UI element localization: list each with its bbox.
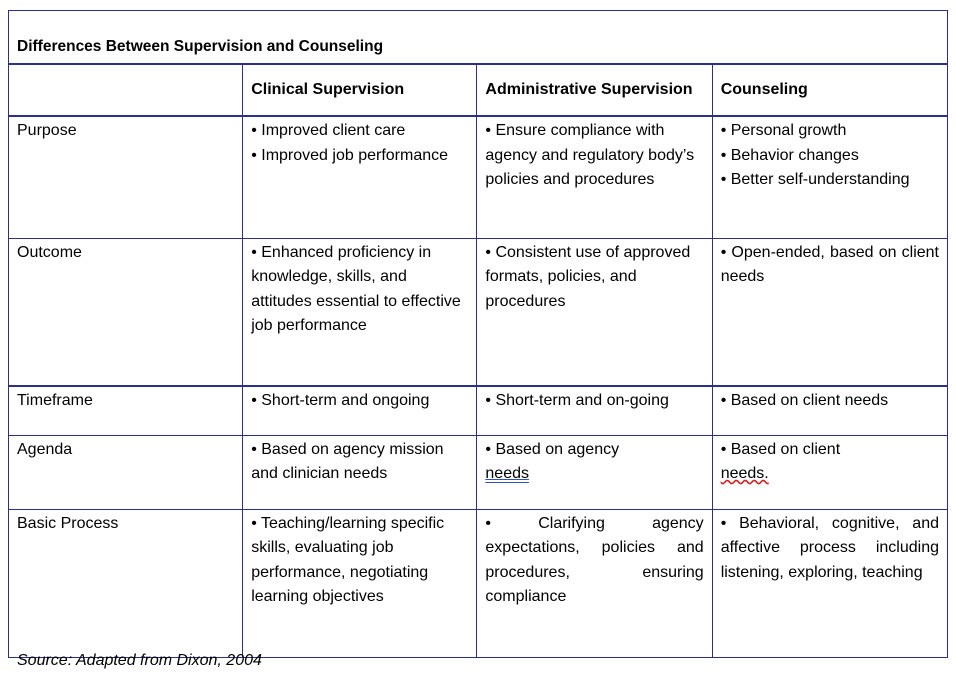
list-item: • Enhanced proficiency in knowledge, skills, and attitudes essential to effective job performance — [251, 243, 461, 334]
cell-agenda-administrative — [477, 435, 712, 509]
list-item: • Clarifying agency expectations, policies and procedures, ensuring compliance — [485, 514, 704, 605]
comparison-table-container — [8, 10, 948, 658]
list-item: • Personal growth — [720, 122, 847, 139]
cell-purpose-counseling — [712, 116, 947, 238]
cell-purpose-clinical — [243, 116, 477, 238]
row-label-timeframe: Timeframe — [9, 386, 243, 435]
cell-process-clinical — [243, 509, 477, 657]
header-empty — [9, 64, 243, 116]
list-item: • Open-ended, based on client needs — [720, 243, 939, 285]
list-item: • Teaching/learning specific skills, evaluating job performance, negotiating learning objectives — [251, 514, 445, 605]
list-item: • Short-term and ongoing — [251, 392, 430, 409]
table-title: Differences Between Supervision and Counseling — [9, 11, 948, 65]
table-row — [9, 435, 948, 509]
grammar-flagged-word: needs — [485, 465, 529, 482]
list-item: • Short-term and on-going — [485, 392, 669, 409]
row-label-outcome: Outcome — [9, 238, 243, 386]
list-item: • Based on agency mission and clinician needs — [251, 440, 444, 482]
row-label-purpose: Purpose — [9, 116, 243, 238]
cell-timeframe-clinical — [243, 386, 477, 435]
cell-purpose-administrative — [477, 116, 712, 238]
list-item — [721, 438, 939, 487]
cell-outcome-administrative — [477, 238, 712, 386]
table-row — [9, 238, 948, 386]
cell-process-counseling — [712, 509, 947, 657]
cell-outcome-counseling — [712, 238, 947, 386]
list-item: • Improved job performance — [251, 146, 449, 164]
table-row — [9, 386, 948, 435]
table-row — [9, 509, 948, 657]
header-counseling: Counseling — [712, 64, 947, 116]
cell-agenda-counseling — [712, 435, 947, 509]
row-label-agenda: Agenda — [9, 435, 243, 509]
cell-process-administrative — [477, 509, 712, 657]
cell-timeframe-administrative — [477, 386, 712, 435]
list-item: • Based on client needs — [720, 392, 889, 409]
spelling-flagged-word: needs. — [720, 465, 769, 482]
list-item: • Consistent use of approved formats, policies, and procedures — [485, 243, 691, 310]
header-clinical-supervision: Clinical Supervision — [243, 64, 477, 116]
header-administrative-supervision: Administrative Supervision — [477, 64, 712, 116]
source-citation: Source: Adapted from Dixon, 2004 — [17, 652, 262, 669]
list-item: • Better self-understanding — [720, 171, 910, 188]
list-item — [485, 438, 703, 487]
row-label-basic-process: Basic Process — [9, 509, 243, 657]
agenda-counseling-text: • Based on client — [720, 440, 841, 458]
cell-outcome-clinical — [243, 238, 477, 386]
header-row — [9, 64, 948, 116]
agenda-admin-text: • Based on agency — [485, 440, 620, 458]
list-item: • Behavior changes — [720, 146, 859, 164]
list-item: • Behavioral, cognitive, and affective process including listening, exploring, teaching — [720, 514, 939, 581]
table-row — [9, 116, 948, 238]
cell-agenda-clinical — [243, 435, 477, 509]
list-item: • Improved client care — [251, 122, 406, 139]
list-item: • Ensure compliance with agency and regulatory body’s policies and procedures — [485, 122, 695, 188]
cell-timeframe-counseling — [712, 386, 947, 435]
comparison-table — [8, 10, 948, 658]
